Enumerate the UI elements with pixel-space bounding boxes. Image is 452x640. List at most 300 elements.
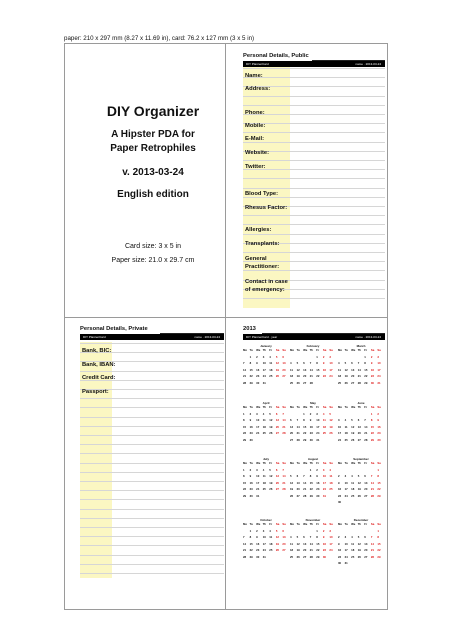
calendar-day: 21 <box>243 548 247 552</box>
calendar-day: 24 <box>344 493 348 498</box>
calendar-day: 18 <box>262 480 266 485</box>
weekday-label: We <box>256 522 261 526</box>
calendar-day: 4 <box>338 361 340 365</box>
calendar-month <box>338 456 384 505</box>
calendar-day: 17 <box>256 424 260 429</box>
weekday-label: Mo <box>243 348 248 352</box>
calendar-day: 15 <box>370 424 374 429</box>
calendar-day: 22 <box>243 431 247 435</box>
calendar-month <box>338 517 384 566</box>
calendar-day: 5 <box>329 411 331 416</box>
calendar-month <box>243 517 289 559</box>
calendar-day: 28 <box>282 487 286 491</box>
calendar-day: 10 <box>338 424 342 429</box>
calendar-day: 19 <box>344 374 348 378</box>
calendar-day: 12 <box>357 480 361 485</box>
calendar-day: 21 <box>296 431 300 435</box>
calendar-day: 29 <box>309 493 313 498</box>
calendar-day: 25 <box>269 548 273 552</box>
calendar-day: 17 <box>262 541 266 546</box>
weekday-label: Th <box>309 461 314 465</box>
calendar-day: 25 <box>338 380 342 385</box>
calendar-day: 23 <box>338 554 342 559</box>
weekday-label: Tu <box>344 405 348 409</box>
weekday-label: Tu <box>344 461 348 465</box>
weekday-label: Th <box>262 522 267 526</box>
weekday-label: Fr <box>316 522 320 526</box>
calendar-day: 23 <box>309 431 313 435</box>
calendar-day: 8 <box>377 535 379 539</box>
weekday-label: Th <box>262 405 267 409</box>
private-ruled-line <box>80 527 224 528</box>
calendar-day: 5 <box>275 354 278 359</box>
calendar-day: 27 <box>303 380 307 385</box>
private-ruled-line <box>80 435 224 436</box>
calendar-day: 31 <box>256 493 260 498</box>
calendar-day: 22 <box>316 548 320 552</box>
calendar-day: 21 <box>243 374 247 378</box>
calendar-card-bar <box>243 334 385 340</box>
calendar-card-header: 2013 <box>243 326 256 332</box>
calendar-day: 28 <box>282 431 286 435</box>
month-name: March <box>356 344 366 348</box>
calendar-day: 15 <box>377 541 381 546</box>
calendar-day: 23 <box>322 374 326 378</box>
weekday-label: Tu <box>296 461 300 465</box>
calendar-day: 8 <box>243 418 245 422</box>
calendar-day: 11 <box>290 541 293 546</box>
public-ruled-line <box>243 298 385 299</box>
calendar-day: 24 <box>377 374 381 378</box>
calendar-day: 18 <box>351 548 355 552</box>
public-bar-left: DIY PlannerCard <box>246 62 269 66</box>
private-ruled-line <box>80 499 224 500</box>
calendar-day: 30 <box>338 500 342 504</box>
calendar-day: 9 <box>316 474 318 478</box>
weekday-label: Sa <box>322 348 327 352</box>
calendar-day: 16 <box>338 487 342 491</box>
calendar-day: 11 <box>344 424 348 429</box>
cover-subtitle-2: Paper Retrophiles <box>110 143 196 154</box>
calendar-day: 20 <box>282 367 286 372</box>
weekday-label: Su <box>329 405 333 409</box>
weekday-label: Mo <box>290 522 295 526</box>
weekday-label: We <box>303 348 308 352</box>
calendar-bar-right: name · 2013-03-24 <box>355 335 381 339</box>
weekday-label: Mo <box>338 522 343 526</box>
public-field-label: E-Mail: <box>245 136 265 142</box>
calendar-day: 28 <box>243 380 247 385</box>
calendar-day: 9 <box>309 418 312 422</box>
calendar-day: 4 <box>329 467 331 472</box>
weekday-label: Fr <box>316 405 320 409</box>
weekday-label: Mo <box>243 522 248 526</box>
calendar-day: 19 <box>357 548 361 552</box>
calendar-day: 2 <box>370 354 373 359</box>
calendar-day: 9 <box>338 480 340 485</box>
calendar-day: 10 <box>344 541 348 546</box>
calendar-day: 9 <box>370 361 373 365</box>
calendar-day: 8 <box>370 418 373 422</box>
calendar-day: 29 <box>243 493 247 498</box>
calendar-day: 22 <box>309 487 313 491</box>
calendar-day: 3 <box>316 411 318 416</box>
calendar-day: 14 <box>282 418 286 422</box>
calendar-day: 3 <box>329 354 331 359</box>
month-name: February <box>306 344 320 348</box>
calendar-day: 13 <box>303 541 307 546</box>
calendar-day: 20 <box>351 374 355 378</box>
weekday-label: Mo <box>338 461 343 465</box>
public-field-label: Mobile: <box>245 123 266 129</box>
calendar-day: 16 <box>249 424 253 429</box>
weekday-label: Tu <box>296 348 300 352</box>
calendar-day: 30 <box>309 437 313 442</box>
private-ruled-line <box>80 398 224 399</box>
empty-day <box>297 469 304 473</box>
weekday-label: We <box>351 348 356 352</box>
weekday-label: Th <box>309 522 314 526</box>
month-grid <box>290 523 336 559</box>
cover-version: v. 2013-03-24 <box>122 167 184 178</box>
calendar-day: 26 <box>357 493 361 498</box>
calendar-day: 4 <box>351 474 353 478</box>
calendar-day: 6 <box>290 418 292 422</box>
calendar-day: 30 <box>370 380 374 385</box>
calendar-day: 27 <box>351 380 355 385</box>
calendar-day: 9 <box>377 418 379 422</box>
calendar-day: 29 <box>303 437 307 442</box>
month-grid <box>243 349 289 385</box>
weekday-label: Fr <box>269 522 273 526</box>
weekday-label: We <box>351 461 356 465</box>
calendar-day: 22 <box>303 431 307 435</box>
weekday-label: Fr <box>364 522 368 526</box>
weekday-label: Mo <box>243 461 248 465</box>
weekday-label: Tu <box>344 522 348 526</box>
calendar-day: 12 <box>269 474 273 478</box>
calendar-day: 26 <box>290 493 294 498</box>
calendar-day: 11 <box>290 367 293 372</box>
calendar-day: 13 <box>290 424 294 429</box>
calendar-day: 15 <box>249 367 253 372</box>
public-bar-right: name · 2013-03-24 <box>355 62 381 66</box>
calendar-day: 16 <box>322 367 326 372</box>
calendar-day: 10 <box>316 418 320 422</box>
weekday-label: Sa <box>275 405 280 409</box>
calendar-day: 28 <box>370 493 374 498</box>
calendar-day: 18 <box>269 367 273 372</box>
calendar-day: 9 <box>256 535 258 539</box>
calendar-day: 6 <box>303 535 305 539</box>
public-field-label: Address: <box>245 86 271 92</box>
weekday-label: We <box>351 405 356 409</box>
public-ruled-line <box>243 132 385 133</box>
calendar-day: 9 <box>249 418 252 422</box>
weekday-label: Su <box>282 522 286 526</box>
private-ruled-line <box>80 536 224 537</box>
calendar-day: 26 <box>357 554 361 559</box>
weekday-label: Th <box>309 348 314 352</box>
public-field-label: Twitter: <box>245 164 266 170</box>
private-ruled-line <box>80 490 224 491</box>
calendar-day: 12 <box>296 367 300 372</box>
empty-day <box>371 530 378 534</box>
calendar-day: 16 <box>316 480 320 485</box>
calendar-day: 1 <box>316 528 318 533</box>
calendar-day: 26 <box>329 431 333 435</box>
weekday-label: Fr <box>364 405 368 409</box>
calendar-day: 13 <box>296 480 300 485</box>
empty-day <box>358 413 365 417</box>
calendar-day: 1 <box>309 467 312 472</box>
calendar-day: 14 <box>370 541 374 546</box>
weekday-label: Mo <box>290 348 295 352</box>
calendar-day: 14 <box>309 367 313 372</box>
calendar-day: 13 <box>303 367 307 372</box>
calendar-day: 29 <box>364 380 368 385</box>
weekday-label: Sa <box>370 461 375 465</box>
calendar-day: 13 <box>275 474 279 478</box>
weekday-label: Mo <box>290 405 295 409</box>
calendar-day: 4 <box>262 467 265 472</box>
weekday-label: Mo <box>338 348 343 352</box>
calendar-day: 18 <box>338 374 342 378</box>
calendar-day: 21 <box>309 548 313 552</box>
calendar-day: 20 <box>357 431 361 435</box>
cut-line-middle <box>64 317 388 318</box>
calendar-day: 15 <box>243 424 247 429</box>
calendar-day: 11 <box>262 474 266 478</box>
calendar-day: 16 <box>256 541 260 546</box>
weekday-label: Fr <box>269 405 273 409</box>
month-name: August <box>307 457 319 461</box>
calendar-day: 30 <box>256 380 260 385</box>
calendar-day: 25 <box>351 554 355 559</box>
weekday-label: Mo <box>290 461 295 465</box>
calendar-day: 23 <box>322 548 326 552</box>
weekday-label: Tu <box>249 405 253 409</box>
weekday-label: Tu <box>344 348 348 352</box>
public-field-label: Transplants: <box>245 241 280 247</box>
private-ruled-line <box>80 518 224 519</box>
public-field-label: Phone: <box>245 110 265 116</box>
calendar-day: 17 <box>329 367 333 372</box>
public-ruled-line <box>243 252 385 253</box>
calendar-day: 17 <box>322 480 326 485</box>
weekday-label: Fr <box>269 461 273 465</box>
month-grid <box>290 462 336 498</box>
calendar-day: 28 <box>303 493 307 498</box>
calendar-month <box>290 400 336 442</box>
weekday-label: We <box>303 461 308 465</box>
calendar-day: 2 <box>377 411 379 416</box>
calendar-day: 20 <box>275 424 279 429</box>
calendar-day: 3 <box>256 411 258 416</box>
calendar-day: 17 <box>316 424 320 429</box>
calendar-day: 8 <box>377 474 379 478</box>
calendar-day: 28 <box>370 554 374 559</box>
calendar-day: 4 <box>269 528 271 533</box>
calendar-day: 28 <box>364 437 368 442</box>
calendar-day: 13 <box>351 367 355 372</box>
calendar-day: 18 <box>329 480 333 485</box>
calendar-day: 19 <box>357 487 361 491</box>
public-ruled-line <box>243 68 385 69</box>
month-name: June <box>357 401 365 405</box>
calendar-day: 30 <box>256 554 260 559</box>
calendar-day: 2 <box>338 474 340 478</box>
calendar-day: 13 <box>282 361 286 365</box>
private-ruled-line <box>80 407 224 408</box>
calendar-day: 27 <box>275 487 279 491</box>
calendar-month <box>290 517 336 559</box>
calendar-day: 5 <box>290 474 292 478</box>
calendar-day: 24 <box>256 487 260 491</box>
calendar-day: 20 <box>282 541 286 546</box>
weekday-label: We <box>256 405 261 409</box>
calendar-day: 27 <box>275 431 279 435</box>
calendar-day: 23 <box>256 548 260 552</box>
private-ruled-line <box>80 481 224 482</box>
calendar-day: 19 <box>296 548 300 552</box>
empty-day <box>297 530 304 534</box>
calendar-day: 8 <box>309 474 312 478</box>
calendar-day: 13 <box>275 418 279 422</box>
calendar-day: 19 <box>296 374 300 378</box>
calendar-day: 24 <box>329 374 333 378</box>
weekday-label: Su <box>377 405 381 409</box>
calendar-day: 30 <box>322 554 326 559</box>
private-card-header: Personal Details, Private <box>80 326 148 332</box>
calendar-day: 8 <box>243 474 245 478</box>
calendar-month <box>290 456 336 498</box>
calendar-day: 15 <box>316 541 320 546</box>
cut-line-top <box>64 43 388 44</box>
calendar-day: 24 <box>256 431 260 435</box>
calendar-day: 14 <box>296 424 300 429</box>
calendar-day: 19 <box>275 367 279 372</box>
private-ruled-line <box>80 371 224 372</box>
calendar-day: 10 <box>262 535 266 539</box>
calendar-day: 19 <box>329 424 333 429</box>
calendar-day: 23 <box>249 487 253 491</box>
public-field-label: Allergies: <box>245 227 272 233</box>
weekday-label: Sa <box>275 348 280 352</box>
calendar-day: 31 <box>262 554 266 559</box>
calendar-day: 3 <box>322 467 325 472</box>
calendar-day: 5 <box>269 411 271 416</box>
calendar-day: 8 <box>316 535 318 539</box>
weekday-label: We <box>256 461 261 465</box>
calendar-day: 7 <box>309 361 312 365</box>
month-grid <box>338 406 384 442</box>
calendar-day: 22 <box>377 548 381 552</box>
calendar-day: 16 <box>322 541 326 546</box>
cut-line-bottom <box>64 609 388 610</box>
weekday-label: We <box>303 405 308 409</box>
calendar-day: 19 <box>290 487 294 491</box>
calendar-day: 18 <box>290 374 294 378</box>
calendar-day: 3 <box>344 474 347 478</box>
calendar-day: 24 <box>329 548 333 552</box>
weekday-label: Fr <box>269 348 273 352</box>
calendar-day: 27 <box>282 548 286 552</box>
calendar-day: 16 <box>338 548 342 552</box>
weekday-label: Su <box>329 522 333 526</box>
private-ruled-line <box>80 453 224 454</box>
calendar-day: 5 <box>296 535 299 539</box>
calendar-day: 19 <box>269 424 273 429</box>
calendar-day: 25 <box>290 380 294 385</box>
calendar-day: 16 <box>370 367 374 372</box>
calendar-day: 19 <box>269 480 273 485</box>
calendar-day: 12 <box>290 480 294 485</box>
month-grid <box>290 349 336 385</box>
calendar-day: 2 <box>338 535 340 539</box>
calendar-day: 3 <box>262 528 265 533</box>
weekday-label: Th <box>357 405 362 409</box>
calendar-day: 8 <box>364 361 366 365</box>
weekday-label: Mo <box>243 405 248 409</box>
calendar-day: 4 <box>351 535 353 539</box>
calendar-day: 26 <box>269 487 273 491</box>
calendar-day: 7 <box>243 361 245 365</box>
calendar-day: 27 <box>364 554 368 559</box>
calendar-day: 1 <box>364 354 366 359</box>
calendar-day: 22 <box>249 548 253 552</box>
calendar-day: 27 <box>296 493 300 498</box>
calendar-day: 21 <box>282 424 286 429</box>
calendar-day: 18 <box>262 424 266 429</box>
calendar-day: 30 <box>316 493 320 498</box>
month-grid <box>338 462 384 505</box>
calendar-day: 10 <box>329 535 333 539</box>
calendar-day: 28 <box>357 380 361 385</box>
calendar-day: 6 <box>303 361 305 365</box>
calendar-day: 5 <box>344 361 347 365</box>
calendar-day: 13 <box>364 480 368 485</box>
calendar-day: 9 <box>322 535 325 539</box>
public-field-label: Website: <box>245 150 270 156</box>
weekday-label: Su <box>282 461 286 465</box>
private-bar-right: name · 2013-03-24 <box>194 335 220 339</box>
calendar-day: 28 <box>243 554 247 559</box>
calendar-day: 26 <box>275 548 279 552</box>
calendar-day: 18 <box>290 548 294 552</box>
calendar-day: 27 <box>290 437 294 442</box>
private-field-label: Bank, IBAN: <box>82 362 116 368</box>
calendar-day: 25 <box>329 487 333 491</box>
calendar-day: 31 <box>262 380 266 385</box>
empty-day <box>358 530 365 534</box>
calendar-day: 24 <box>262 548 266 552</box>
calendar-day: 25 <box>322 431 326 435</box>
calendar-day: 15 <box>364 367 368 372</box>
weekday-label: Fr <box>364 461 368 465</box>
calendar-day: 14 <box>364 424 368 429</box>
calendar-day: 3 <box>344 535 347 539</box>
calendar-day: 6 <box>364 474 366 478</box>
calendar-day: 1 <box>377 467 379 472</box>
calendar-day: 17 <box>329 541 333 546</box>
calendar-day: 19 <box>275 541 279 546</box>
weekday-label: Tu <box>296 522 300 526</box>
private-ruled-line <box>80 343 224 344</box>
calendar-day: 6 <box>364 535 366 539</box>
month-grid <box>243 406 289 442</box>
weekday-label: Fr <box>316 348 320 352</box>
